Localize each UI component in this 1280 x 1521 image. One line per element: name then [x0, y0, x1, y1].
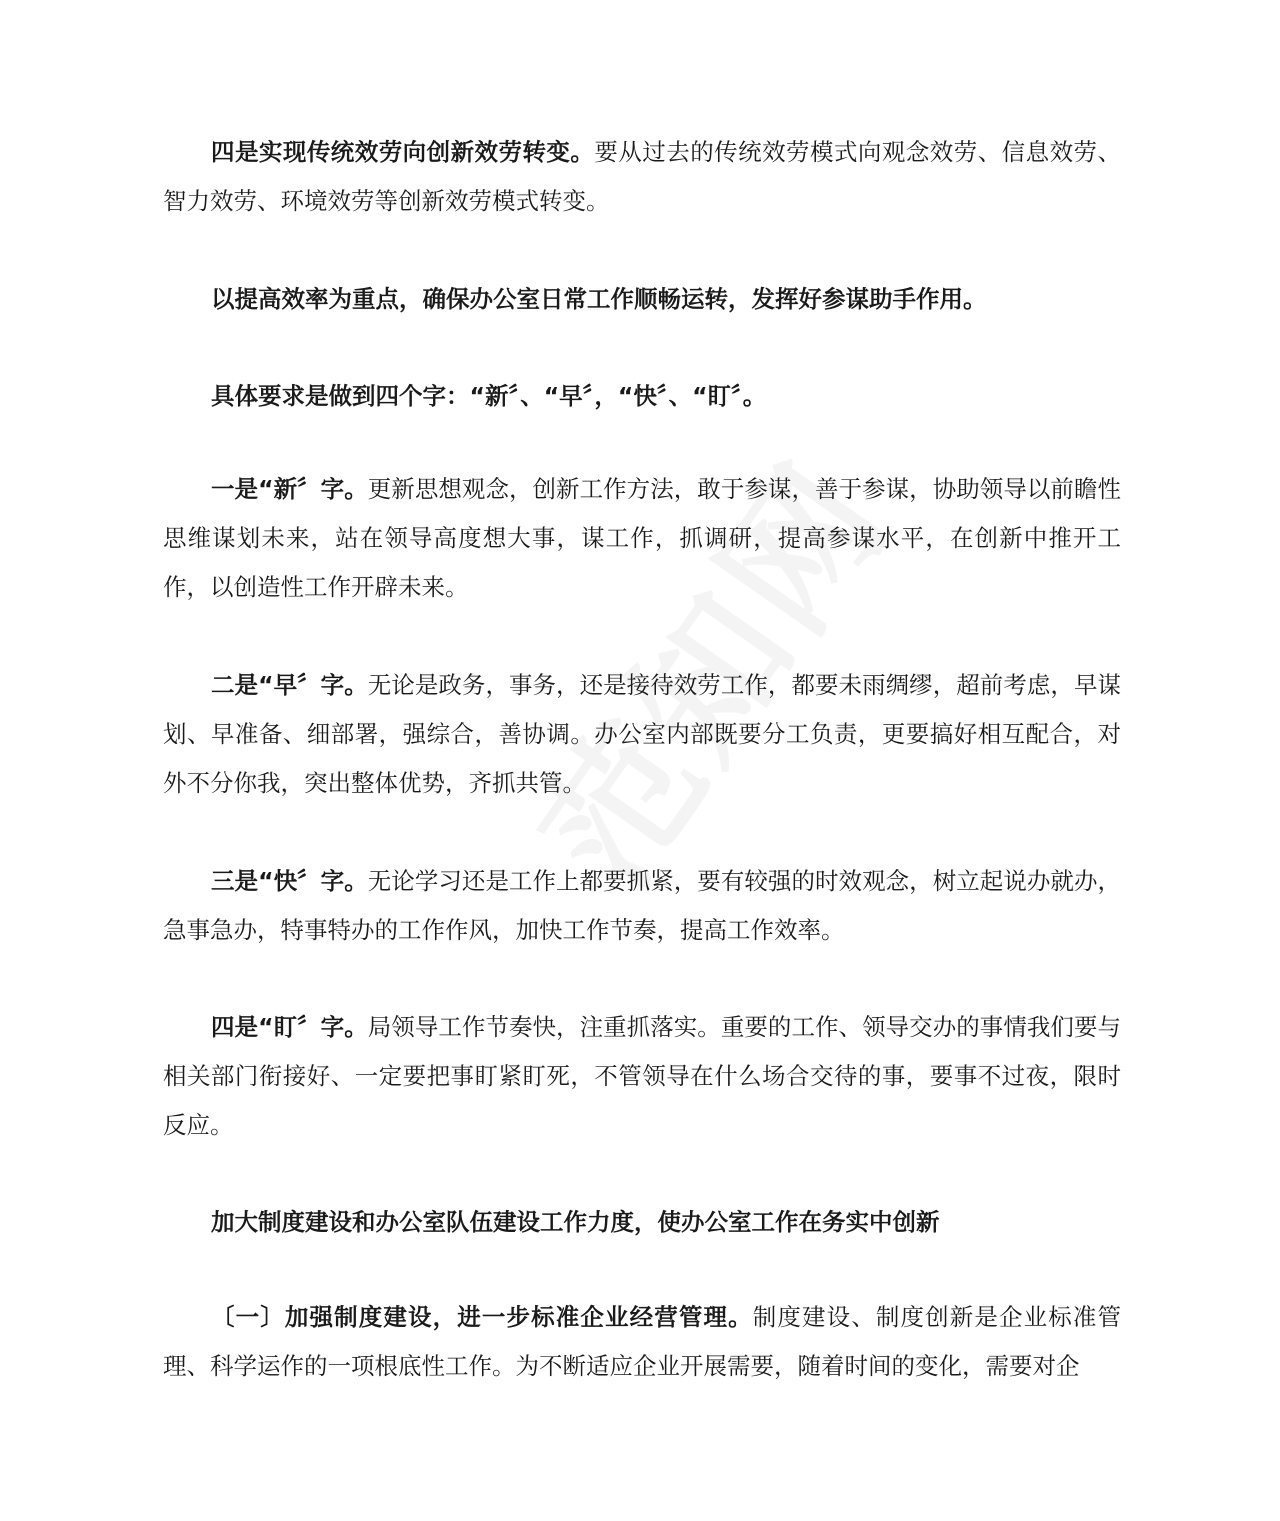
paragraph-lead: 一是“新〞字。 [211, 475, 368, 503]
paragraph-body: 制度建设、制度创新是企业标准管理、科学运作的一项根底性工作。为不断适应企业开展需要，随着时间的变化，需要对企 [163, 1303, 1121, 1380]
section-heading-efficiency: 以提高效率为重点，确保办公室日常工作顺畅运转，发挥好参谋助手作用。 [211, 285, 987, 313]
paragraph-lead: 四是实现传统效劳向创新效劳转变。 [211, 138, 595, 166]
paragraph-body: 要从过去的传统效劳模式向观念效劳、信息效劳、智力效劳、环境效劳等创新效劳模式转变。 [163, 138, 1122, 215]
paragraph-new [163, 465, 1121, 612]
paragraph-lead: 四是“盯〞字。 [211, 1013, 368, 1041]
paragraph-lead: 〔一〕加强制度建设，进一步标准企业经营管理。 [211, 1303, 753, 1331]
paragraph-body: 局领导工作节奏快，注重抓落实。重要的工作、领导交办的事情我们要与相关部门衔接好、一定要把事盯紧盯死，不管领导在什么场合交待的事，要事不过夜，限时反应。 [163, 1013, 1121, 1139]
paragraph-traditional-to-innovative [163, 128, 1121, 226]
paragraph-watch [163, 1003, 1121, 1150]
paragraph-fast [163, 857, 1121, 955]
paragraph-body: 更新思想观念，创新工作方法，敢于参谋，善于参谋，协助领导以前瞻性思维谋划未来，站在领导高度想大事，谋工作，抓调研，提高参谋水平，在创新中推开工作，以创造性工作开辟未来。 [163, 475, 1121, 601]
paragraph-body: 无论学习还是工作上都要抓紧，要有较强的时效观念，树立起说办就办，急事急办，特事特办的工作作风，加快工作节奏，提高工作效率。 [163, 867, 1121, 944]
paragraph-early [163, 661, 1121, 808]
paragraph-lead: 二是“早〞字。 [211, 671, 368, 699]
section-heading-four-words: 具体要求是做到四个字：“新〞、“早〞，“快〞、“盯〞。 [211, 382, 767, 410]
paragraph-body: 无论是政务，事务，还是接待效劳工作，都要未雨绸缪，超前考虑，早谋划、早准备、细部署，强综合，善协调。办公室内部既要分工负责，更要搞好相互配合，对外不分你我，突出整体优势，齐抓共管。 [163, 671, 1121, 797]
section-heading-system-building: 加大制度建设和办公室队伍建设工作力度，使办公室工作在务实中创新 [211, 1208, 940, 1236]
paragraph-system-construction [163, 1293, 1121, 1391]
paragraph-lead: 三是“快〞字。 [211, 867, 368, 895]
